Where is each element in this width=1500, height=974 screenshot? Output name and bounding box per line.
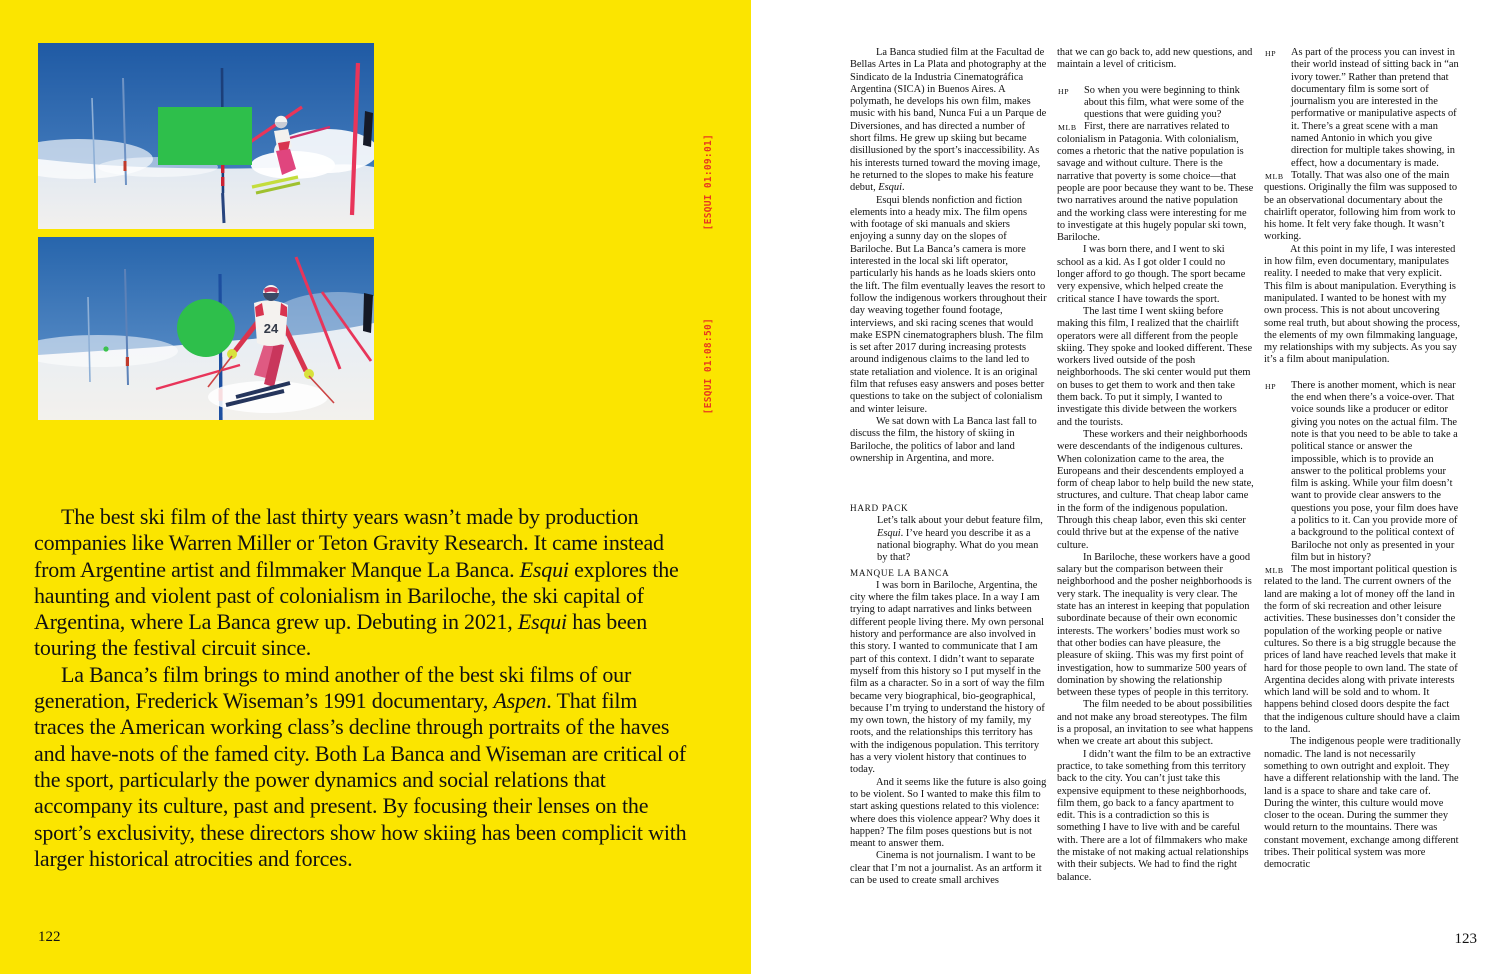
page-number-right: 123 (1454, 931, 1477, 947)
mid-gate-base (223, 193, 224, 223)
speaker-tag-hp: HP (1265, 381, 1277, 391)
far-gate-stripe (126, 357, 129, 366)
ski-photo-1 (38, 43, 374, 229)
interview-paragraph: The indigenous people were traditionally nomadic. The land is not necessarily something to own outright and exploit. They have a different relationship with the land. The land is a space to share and take care of. During the winter, this culture would move closer to the ocean. During the summer they would return to the mountains. There was constant movement, exchange among different tribes. Their political system was more democratic (1264, 736, 1461, 871)
answer-text: Totally. That was also one of the main questions. Originally the film was supposed to be an observational documentary about the chairlift operator, following him from work to his home. It felt very fake though. It wasn’t working. (1264, 169, 1458, 243)
column-2 (1057, 47, 1254, 887)
page-number-left: 122 (38, 929, 61, 945)
speaker-tag-mlb: MLB (1058, 123, 1077, 133)
timecode-label: [ESQUI 01:08:50] (702, 317, 714, 415)
interview-paragraph: We sat down with La Banca last fall to discuss the film, the history of skiing in Bariloche, the politics of labor and land ownership in Argentina, and more. (850, 415, 1037, 464)
far-green-marker (103, 346, 108, 351)
speaker-tag-mlb: MLB (1265, 171, 1284, 181)
interview-answer (1057, 121, 1254, 244)
answer-text: First, there are narratives related to colonialism in Patagonia. With colonialism, comes a rhetoric that the native population is savage and without culture. There is the narrative that poverty is some choice—that people are poor because they want to be. These two narratives around the native population and the working class were interesting for me to investigate at this hugely popular ski town, Bariloche. (1057, 121, 1254, 244)
intro-paragraph-1: The best ski film of the last thirty years wasn’t made by production companies like Warren Miller or Teton Gravity Research. It came instead from Argentine artist and filmmaker Manque La Banca. Esqui explores the haunting and violent past of colonialism in Bariloche, the ski capital of Argentina, where La Banca grew up. Debuting in 2021, Esqui has been touring the festival circuit since. (34, 504, 679, 661)
interview-paragraph: Cinema is not journalism. I want to be clear that I’m not a journalist. As an artform it can be used to create small archives (850, 850, 1042, 886)
interview-paragraph: I didn’t want the film to be an extractive practice, to take something from this territory back to the city. You can’t just take this expensive equipment to these neighborhoods, film them, go back to a fancy apartment to edit. This is a contradiction so this is something I have to live with and be careful with. There are a lot of filmmakers who make the mistake of not making actual relationships with their subjects. We had to find the right balance. (1057, 748, 1251, 883)
intro-paragraph-2: La Banca’s film brings to mind another of the best ski films of our generation, Frederick Wiseman’s 1991 documentary, Aspen. That film traces the American working class’s decline through portraits of the haves and have-nots of the famed city. Both La Banca and Wiseman are critical of the sport, particularly the power dynamics and social relations that accompany its culture, past and present. By focusing their lenses on the sport’s exclusivity, these directors show how skiing has been complicit with larger historical atrocities and forces. (34, 661, 687, 871)
interview-paragraph: The last time I went skiing before making this film, I realized that the chairlift operators were all different from the people skiing. They spoke and looked different. These workers lived outside of the posh neighborhoods. The ski center would put them on buses to get them to work and then take them back. To put it simply, I wanted to investigate this divide between the workers and the tourists. (1057, 305, 1253, 428)
interview-question (1057, 85, 1254, 122)
ski-photo-2 (38, 237, 374, 420)
column-1 (850, 47, 1047, 887)
interview-paragraph: Esqui blends nonfiction and fiction elements into a heady mix. The film opens with footage of ski manuals and skiers enjoying a sunny day on the slopes of Bariloche. But La Banca’s camera is more interested in the local ski lift operator, particularly his hands as he loads skiers onto the lift. The film eventually leaves the resort to follow the indigenous workers throughout their day weaving together found footage, interviews, and ski racing scenes that would make ESPN cinematographers blush. The film is set after 2017 during increasing protests around indigenous claims to the land led to state retaliation and violence. It is an original film that refuses easy answers and poses better questions to take on the subject of colonialism and winter leisure. (850, 194, 1047, 415)
timecode-label: [ESQUI 01:09:01] (702, 133, 714, 231)
speaker-tag-mlb: MLB (1265, 566, 1284, 576)
speaker-header-manque-la-banca: MANQUE LA BANCA (850, 567, 950, 578)
timecode-photo-2 (699, 317, 717, 415)
green-rectangle-overlay (158, 107, 252, 165)
far-gate-stripe (124, 161, 127, 171)
interview-paragraph: I was born in Bariloche, Argentina, the city where the film takes place. In a way I am trying to adapt narratives and links between different people living there. My own personal history and performance are also involved in this story. I wanted to communicate that I am part of this context. I didn’t want to separate myself from this history so I put myself in the film as a character. So in a sort of way the film became very biographical, bio-geographical, because I’m trying to understand the history of my own town, the history of my family, my roots, and the relationships this territory has with the indigenous population. This territory has a very violent history that continues to today. (850, 579, 1045, 776)
question-text: Let’s talk about your debut feature film, Esqui. I’ve heard you describe it as a national biography. What do you mean by that? (877, 515, 1043, 564)
column-3 (1264, 47, 1461, 887)
interview-paragraph: I was born there, and I went to ski school as a kid. As I got older I could no longer afford to go though. The sport became very expensive, which helped create the critical stance I have towards the sport. (1057, 244, 1246, 305)
speaker-header-hard-pack: HARD PACK (850, 503, 909, 514)
ski-photo-1-image (38, 43, 374, 229)
interview-paragraph: In Bariloche, these workers have a good salary but the comparison between their neighborhood and the posher neighborhoods is very stark. The inequality is very clear. The state has an interest in keeping that population subordinate because of their own economic interests. The workers’ bodies must work so that other bodies can have pleasure, the pleasure of skiing. This was my first point of investigation, how to summarize 500 years of domination by showing the relationship between these types of people in this territory. (1057, 551, 1252, 699)
interview-paragraph: These workers and their neighborhoods were descendants of the indigenous cultures. When colonization came to the area, the Europeans and their descendents employed a form of cheap labor to help build the new state, structures, and culture. That cheap labor came in the form of the indigenous population. Through this cheap labor, even this ski center could thrive but at the expense of the native culture. (1057, 428, 1254, 551)
bib-number: 24 (263, 321, 279, 336)
ski-photo-2-image (38, 237, 374, 420)
interview-paragraph: The film needed to be about possibilities and not make any broad stereotypes. The film is a proposal, an invitation to see what happens when we create art about this subject. (1057, 699, 1253, 748)
interview-paragraph: La Banca studied film at the Facultad de Bellas Artes in La Plata and photography at the Sindicato de la Industria Cinematográfica Argentina (SICA) in Buenos Aires. A polymath, he develops his own film, makes music with his band, Nunca Fui a un Parque de Diversiones, and has directed a number of short films. He grew up skiing but became disillusioned by the sport’s inaccessibility. As his interests turned toward the moving image, he returned to the slopes to make his feature debut, Esqui. (850, 47, 1047, 194)
interview-answer (1264, 564, 1461, 736)
interview-columns (850, 47, 1461, 887)
question-text: There is another moment, which is near the end when there’s a voice-over. That voice sounds like a producer or editor giving you notes on the actual film. The note is that you need to be able to take a political stance or answer the impossible, which is to provide an answer to the political problems your film is asking. While your film doesn’t want to provide clear answers to the questions you pose, your film does have a politics to it. Can you provide more of a background to the political context of Bariloche not only as presented in your film but in history? (1291, 379, 1459, 563)
speaker-tag-hp: HP (1265, 49, 1277, 58)
green-circle-overlay (177, 299, 235, 357)
interview-paragraph-continued: that we can go back to, add new questions, and maintain a level of criticism. (1057, 47, 1253, 71)
interview-question (1264, 47, 1461, 170)
interview-paragraph: And it seems like the future is also going to be violent. So I wanted to make this film to start asking questions related to this violence: where does this violence appear? Why does it happen? The film poses questions but is not meant to answer them. (850, 776, 1047, 850)
interview-question (850, 515, 1047, 564)
interview-question (1264, 380, 1461, 564)
timecode-photo-1 (699, 133, 717, 231)
answer-text: The most important political question is related to the land. The current owners of the land are making a lot of money off the land in the form of ski recreation and other leisure activities. These businesses don’t consider the population of the working people or native cultures. So there is a big struggle because the prices of land have reached levels that make it hard for those people to own land. The state of Argentina decides along with private interests which land will be sold and to whom. It happens behind closed doors despite the fact that the indigenous culture should have a claim to the land. (1264, 564, 1460, 736)
intro-text (34, 504, 690, 872)
interview-paragraph: At this point in my life, I was interested in how film, even documentary, manipulates reality. I needed to make that very explicit. This film is about manipulation. Everything is manipulated. I wanted to be honest with my own process. This is not about uncovering some real truth, but about showing the process, the elements of my own filmmaking language, my relationships with my subjects. As you say it’s a film about manipulation. (1264, 243, 1460, 366)
right-page (751, 0, 1500, 974)
question-text: So when you were beginning to think about this film, what were some of the questions that were guiding you? (1084, 84, 1244, 121)
question-text: As part of the process you can invest in their world instead of sitting back in “an ivory tower.” Rather than pretend that documentary film is some sort of journalism you are interested in the performative or manipulative aspects of it. There’s a great scene with a man named Antonio in which you give direction for multiple takes showing, in effect, how a documentary is made. (1291, 47, 1459, 169)
mid-gate-stripe (221, 177, 224, 186)
speaker-tag-hp: HP (1058, 86, 1070, 96)
interview-answer (1264, 170, 1461, 244)
